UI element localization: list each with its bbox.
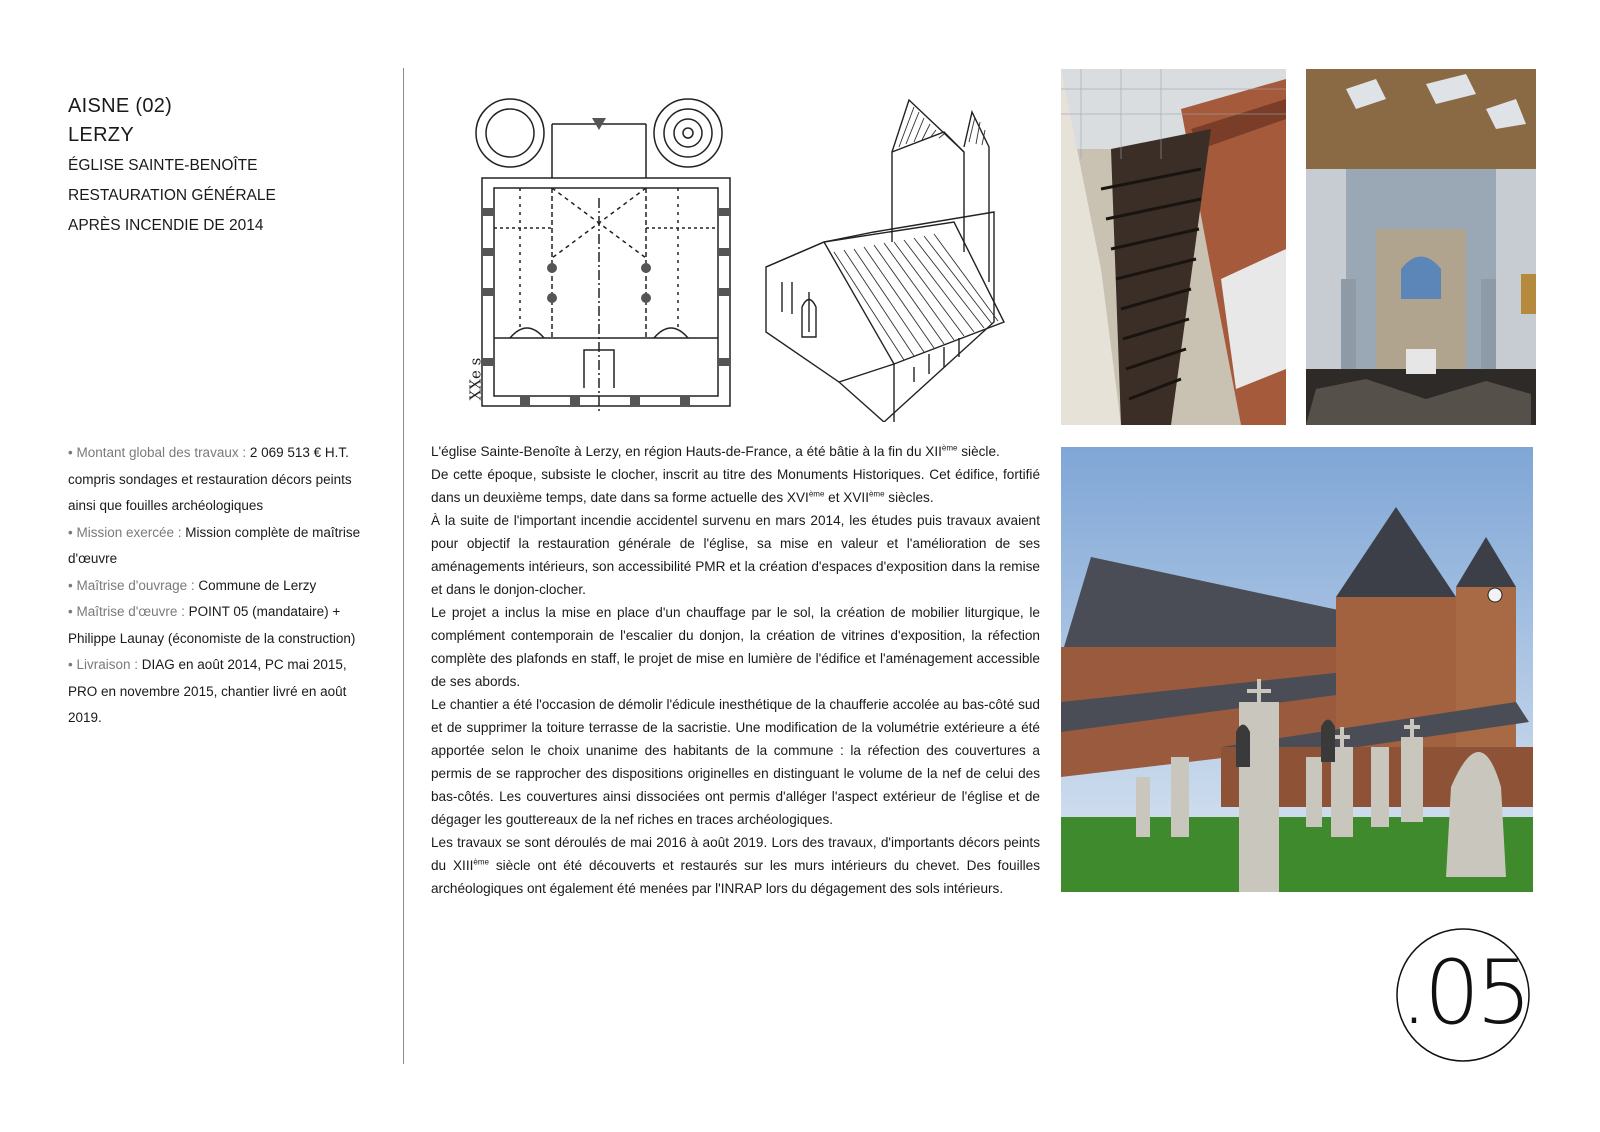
fact-item: • Montant global des travaux : 2 069 513 € H.T. compris sondages et restauration décors peints ainsi que fouilles archéologiques bbox=[68, 445, 352, 513]
project-header bbox=[68, 92, 368, 240]
fact-item: • Maîtrise d'œuvre : POINT 05 (mandataire) + Philippe Launay (économiste de la construction) bbox=[68, 604, 356, 646]
description-paragraph: L'église Sainte-Benoîte à Lerzy, en région Hauts-de-France, a été bâtie à la fin du XIIème siècle. bbox=[431, 443, 1000, 459]
page-number-logo bbox=[1395, 927, 1531, 1063]
fact-label: Mission exercée : bbox=[76, 524, 182, 540]
description-paragraph: À la suite de l'important incendie accidentel survenu en mars 2014, les études puis travaux avaient pour objectif la restauration générale de l'église, sa mise en valeur et l'amélioration de ses aménagements intérieurs, son accessibilité PMR et la création d'espaces d'exposition dans la remise et dans le donjon-clocher. bbox=[431, 513, 1040, 597]
department-title: AISNE (02) bbox=[68, 95, 173, 117]
fact-value: 2 069 513 € H.T. compris sondages et restauration décors peints ainsi que fouilles archéologiques bbox=[68, 445, 352, 513]
fact-label: Montant global des travaux : bbox=[76, 445, 247, 460]
fact-item: • Mission exercée : Mission complète de maîtrise d'œuvre bbox=[68, 524, 361, 566]
photo-burnt-roof bbox=[1061, 69, 1286, 425]
photo-interior-after-fire bbox=[1306, 69, 1536, 425]
fact-label: Maîtrise d'œuvre : bbox=[76, 604, 185, 619]
description-paragraph: Le chantier a été l'occasion de démolir l'édicule inesthétique de la chaufferie accolée au bas-côté sud et de supprimer la toiture terrasse de la sacristie. Une modification de la volumétrie extérieure a été apportée selon le choix unanime des habitants de la commune : la réfection des couvertures a permis de se rapprocher des dispositions originelles en distinguant le volume de la nef de celui des bas-côtés. Les couvertures ainsi dissociées ont permis d'alléger l'aspect extérieur de l'église et de dégager les gouttereaux de la nef riches en traces archéologiques. bbox=[431, 697, 1040, 827]
column-divider bbox=[403, 68, 404, 1064]
subtitle-line-3: APRÈS INCENDIE DE 2014 bbox=[68, 217, 264, 234]
subtitle-line-1: ÉGLISE SAINTE-BENOÎTE bbox=[68, 157, 258, 174]
plan-date-label: XXe s bbox=[466, 357, 485, 401]
description-paragraph: Le projet a inclus la mise en place d'un chauffage par le sol, la création de mobilier liturgique, le complément contemporain de l'escalier du donjon, la création de vitrines d'exposition, la réfection complète des plafonds en staff, le projet de mise en lumière de l'édifice et l'aménagement accessible de ses abords. bbox=[431, 605, 1040, 689]
town-title: LERZY bbox=[68, 124, 134, 146]
description-paragraph: De cette époque, subsiste le clocher, inscrit au titre des Monuments Historiques. Cet édifice, fortifié dans un deuxième temps, date dans sa forme actuelle des XVIème et XVIIème siècles. bbox=[431, 467, 1040, 505]
axonometric-drawing bbox=[764, 92, 1019, 422]
fact-label: Maîtrise d'ouvrage : bbox=[76, 577, 195, 593]
fact-value: POINT 05 (mandataire) + Philippe Launay (économiste de la construction) bbox=[68, 604, 356, 646]
photo-church-exterior bbox=[1061, 447, 1533, 892]
fact-value: Commune de Lerzy bbox=[198, 577, 317, 593]
fact-value: Mission complète de maîtrise d'œuvre bbox=[68, 524, 361, 566]
subtitle-line-2: RESTAURATION GÉNÉRALE bbox=[68, 187, 276, 204]
page-number-text: .05 bbox=[1400, 941, 1528, 1044]
fact-item: • Livraison : DIAG en août 2014, PC mai 2015, PRO en novembre 2015, chantier livré en août 2019. bbox=[68, 657, 347, 725]
project-facts bbox=[68, 440, 373, 732]
fact-item: • Maîtrise d'ouvrage : Commune de Lerzy bbox=[68, 577, 317, 593]
fact-label: Livraison : bbox=[76, 657, 139, 672]
fact-value: DIAG en août 2014, PC mai 2015, PRO en novembre 2015, chantier livré en août 2019. bbox=[68, 657, 347, 725]
floor-plan-drawing bbox=[460, 88, 740, 423]
description-paragraph: Les travaux se sont déroulés de mai 2016 à août 2019. Lors des travaux, d'importants décors peints du XIIIème siècle ont été découverts et restaurés sur les murs intérieurs du chevet. Des fouilles archéologiques ont également été menées par l'INRAP lors du dégagement des sols intérieurs. bbox=[431, 835, 1040, 896]
project-description bbox=[431, 440, 1040, 900]
